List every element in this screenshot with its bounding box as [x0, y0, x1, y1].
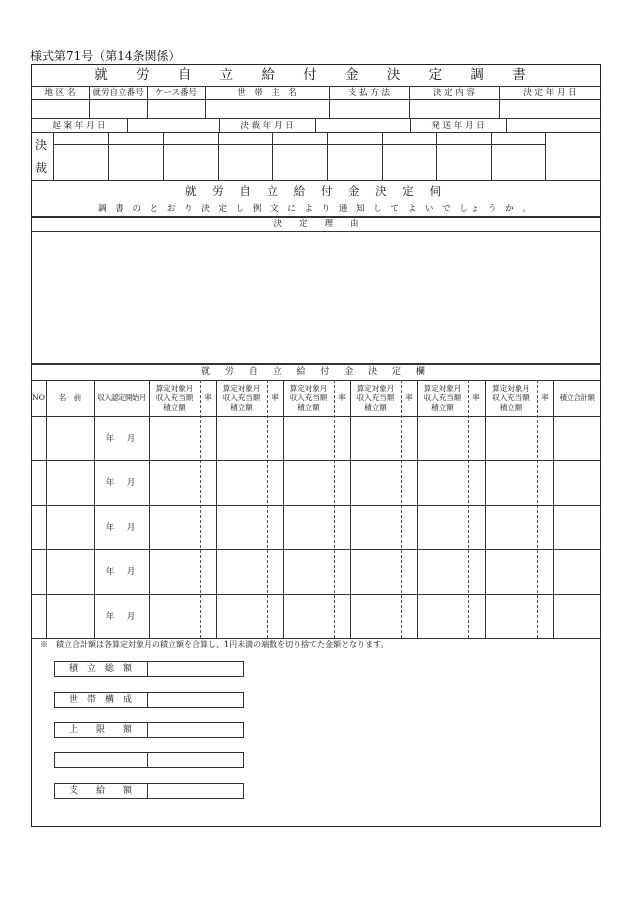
- form-label: 様式第71号（第14条関係）: [30, 49, 181, 63]
- col-calc-2: 算定対象月 収入充当額 積立額: [222, 384, 261, 412]
- col-total: 積立合計額: [559, 393, 595, 402]
- decision-date-label: 決 定 年 月 日: [523, 88, 577, 98]
- col-rate-3: 率: [338, 393, 346, 402]
- col-no: NO: [32, 393, 45, 402]
- household-head-label: 世 帯 主 名: [237, 88, 297, 98]
- row-2-month: 年 月: [105, 478, 138, 488]
- row-5-month: 年 月: [105, 612, 138, 622]
- col-calc-3: 算定対象月 収入充当額 積立額: [289, 384, 328, 412]
- summary-payment-label: 支 給 額: [68, 786, 132, 796]
- inquiry-text: 調 書 の と お り 決 定 し 例 文 に よ り 通 知 し て よ い で しょ う か 。: [98, 204, 534, 214]
- col-rate-4: 率: [405, 393, 413, 402]
- col-calc-4: 算定対象月 収入充当額 積立額: [356, 384, 395, 412]
- col-calc-5: 算定対象月 収入充当額 積立額: [423, 384, 462, 412]
- approval-label-2: 裁: [35, 161, 48, 175]
- support-number-label: 就労自立番号: [92, 88, 144, 98]
- col-rate-2: 率: [271, 393, 279, 402]
- draft-date-label: 起 案 年 月 日: [52, 121, 106, 131]
- reason-header: 決 定 理 由: [273, 219, 359, 229]
- col-calc-6: 算定対象月 収入充当額 積立額: [492, 384, 530, 412]
- approval-date-label: 決 裁 年 月 日: [240, 121, 294, 131]
- row-1-month: 年 月: [105, 434, 138, 444]
- district-label: 地 区 名: [44, 88, 76, 98]
- footnote: ※ 積立合計額は各算定対象月の積立額を合算し、1円未満の端数を切り捨てた金額となります。: [40, 640, 389, 649]
- summary-blank-box: [54, 752, 244, 768]
- dispatch-date-label: 発 送 年 月 日: [431, 121, 485, 131]
- col-calc-1: 算定対象月 収入充当額 積立額: [155, 384, 194, 412]
- col-rate-1: 率: [204, 393, 212, 402]
- decision-section-title: 就 労 自 立 給 付 金 決 定 欄: [201, 367, 431, 377]
- col-name: 名 前: [58, 393, 82, 402]
- summary-total-label: 積 立 総 額: [68, 664, 132, 674]
- summary-limit-label: 上 限 額: [68, 725, 132, 735]
- approval-label-1: 決: [35, 138, 48, 152]
- col-start: 収入認定開始月: [97, 393, 146, 402]
- case-number-label: ケース番号: [154, 88, 198, 98]
- summary-household-label: 世 帯 構 成: [68, 695, 132, 705]
- row-4-month: 年 月: [105, 567, 138, 577]
- payment-method-label: 支 払 方 法: [347, 88, 391, 98]
- col-rate-5: 率: [472, 393, 480, 402]
- col-rate-6: 率: [541, 393, 549, 402]
- inquiry-title: 就 労 自 立 給 付 金 決 定 伺: [185, 184, 447, 198]
- decision-content-label: 決 定 内 容: [432, 88, 476, 98]
- row-3-month: 年 月: [105, 523, 138, 533]
- form-title: 就 労 自 立 給 付 金 決 定 調 書: [94, 67, 538, 83]
